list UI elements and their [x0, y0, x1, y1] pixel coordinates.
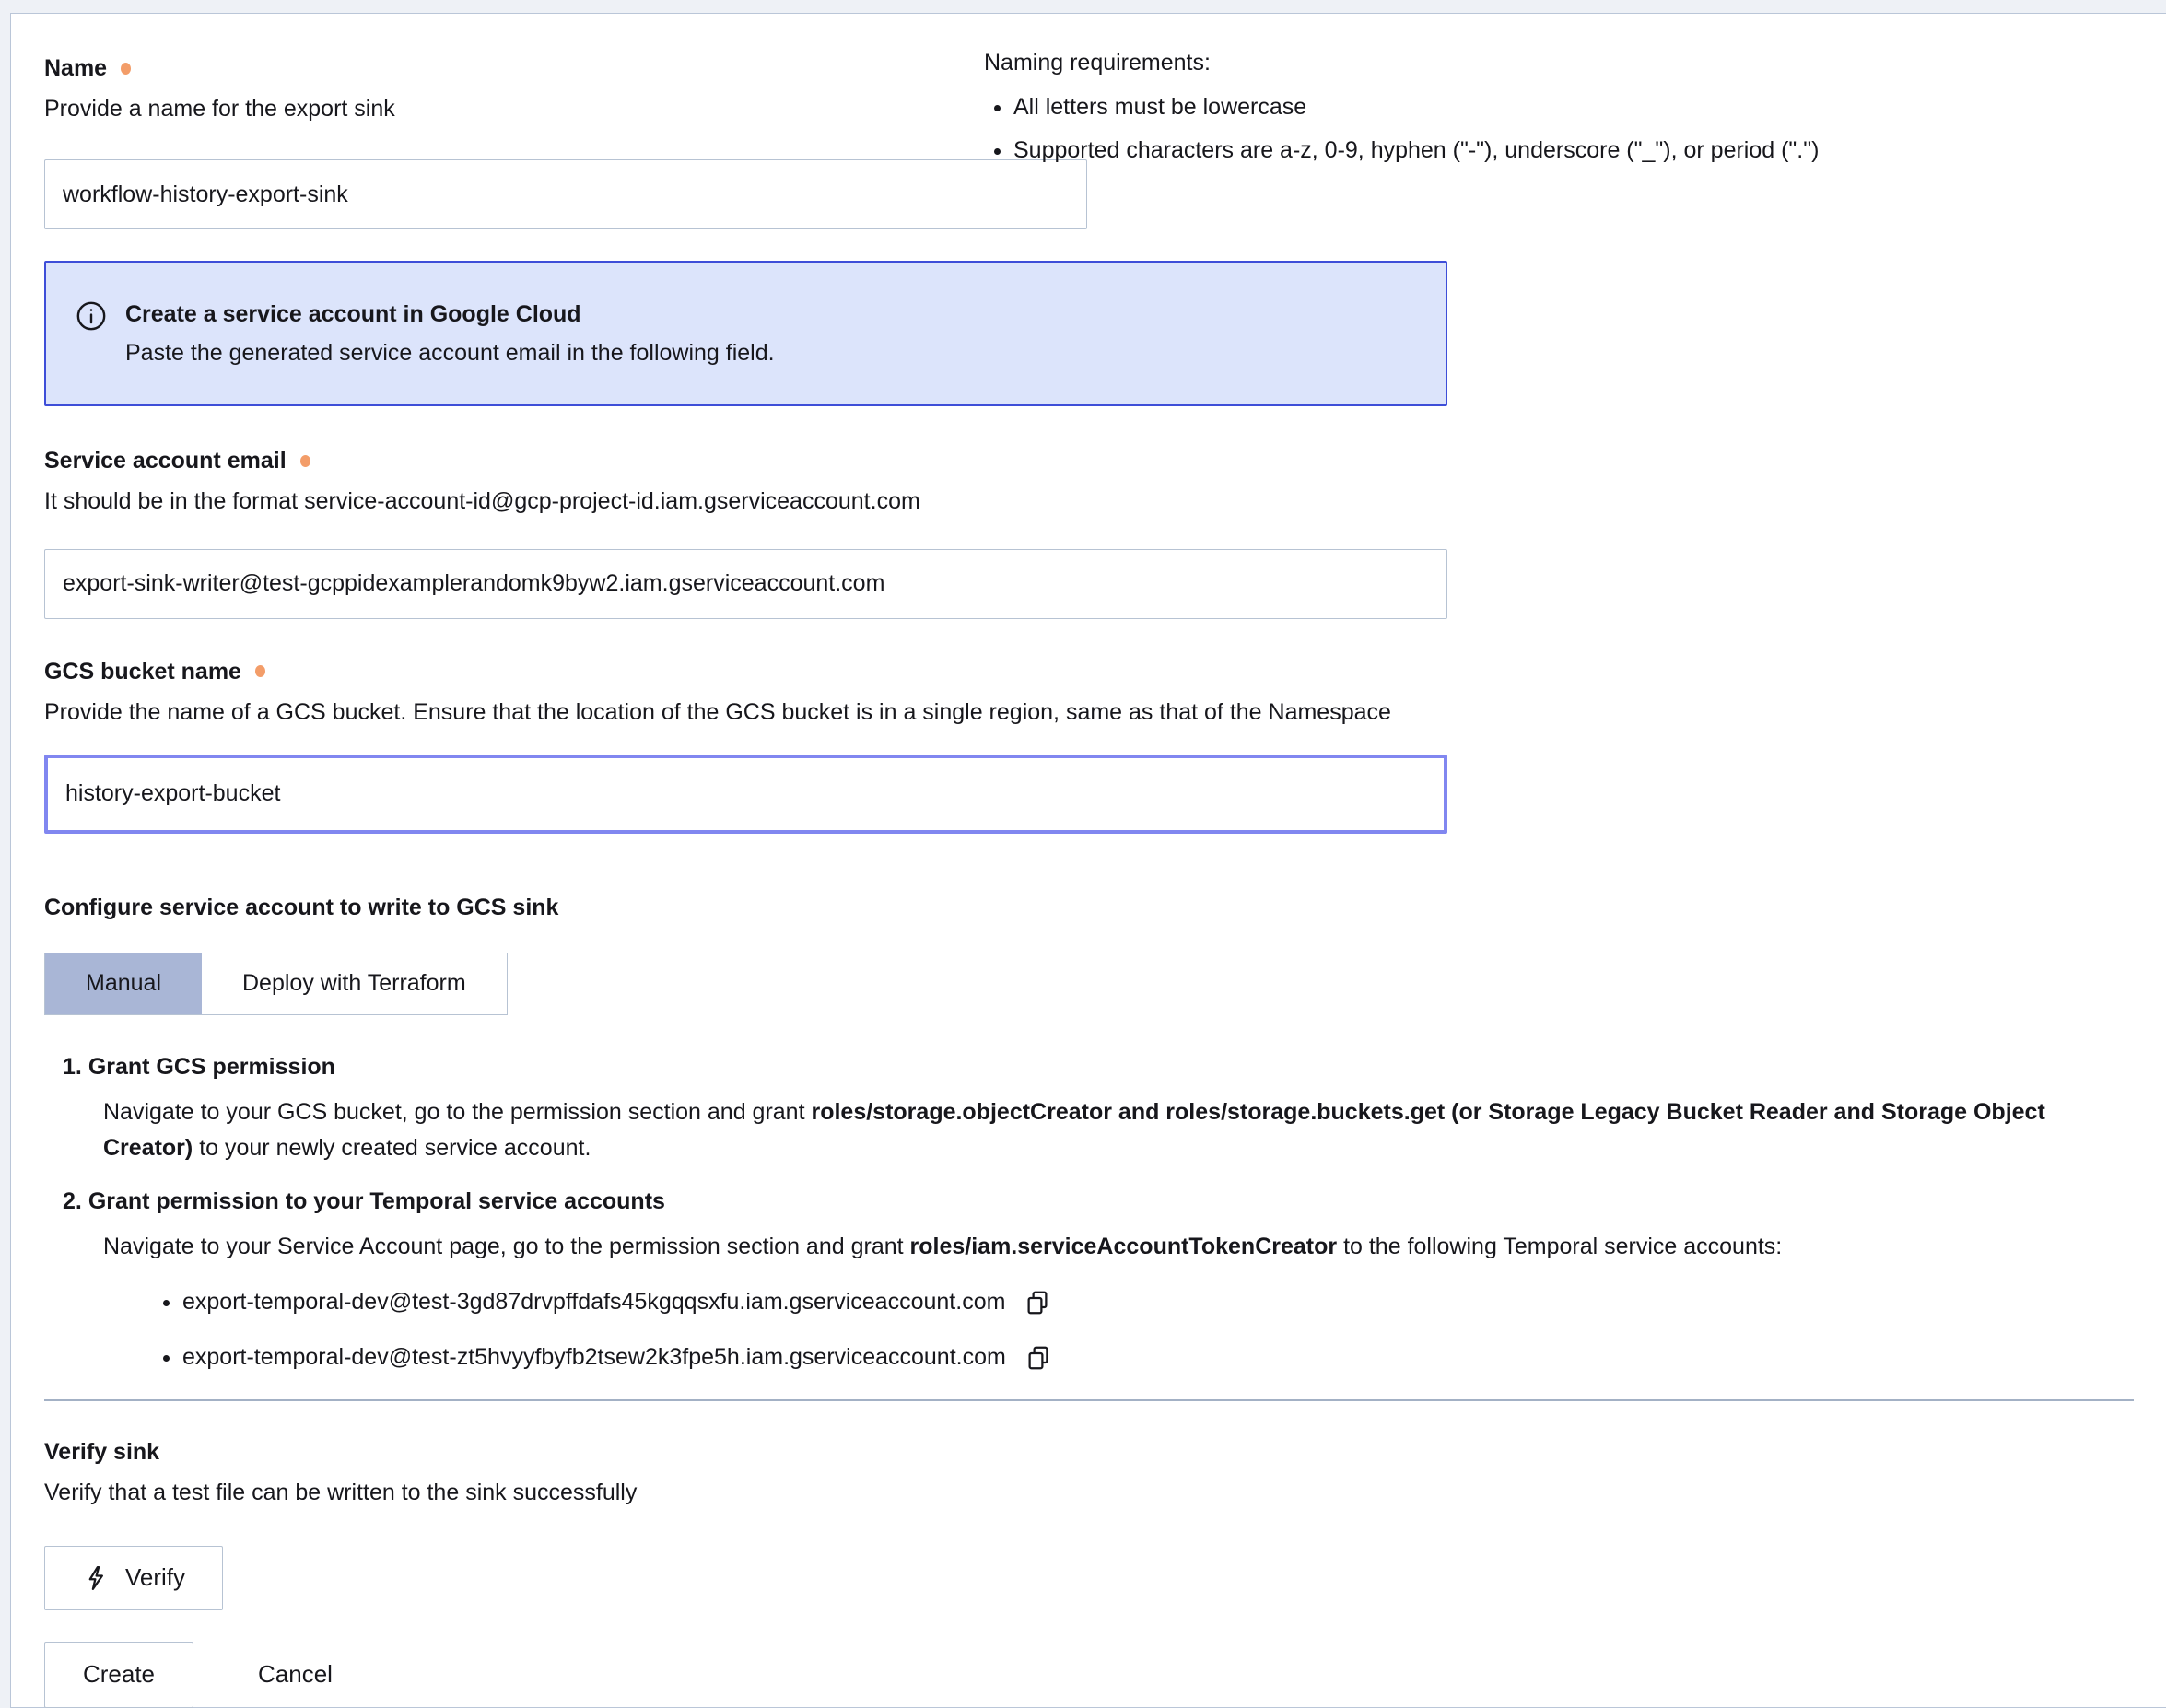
step-body-text: to the following Temporal service accounts:: [1337, 1234, 1783, 1259]
temporal-service-account-list: [63, 1289, 2134, 1372]
form-actions: [44, 1642, 2134, 1708]
naming-requirements-title: Naming requirements:: [984, 50, 1211, 76]
copy-icon: [1024, 1344, 1052, 1372]
step-body-text: Navigate to your GCS bucket, go to the permission section and grant: [103, 1099, 812, 1125]
verify-button-label: Verify: [125, 1563, 186, 1591]
tab-deploy-with-terraform[interactable]: Deploy with Terraform: [202, 953, 507, 1014]
lightning-icon: [82, 1564, 110, 1592]
naming-requirement-item: • Supported characters are a-z, 0-9, hyphen ("-"), underscore ("_"), or period ("."): [1013, 135, 2134, 167]
temporal-service-account-email: • export-temporal-dev@test-3gd87drvpffdafs45kgqqsxfu.iam.gserviceaccount.com: [182, 1289, 1006, 1316]
step-body-text: Navigate to your Service Account page, go to the permission section and grant: [103, 1234, 910, 1259]
step-number: 1.: [63, 1053, 82, 1080]
service-account-email-input[interactable]: [44, 549, 1447, 619]
step-number: 2.: [63, 1187, 82, 1214]
info-banner-title: Create a service account in Google Cloud: [125, 301, 581, 327]
info-banner-text: [125, 299, 775, 368]
step-2-body: [103, 1229, 2116, 1265]
info-banner-body: Paste the generated service account email in the following field.: [125, 339, 775, 366]
step-2-title: [63, 1187, 2134, 1217]
gcs-bucket-name-input[interactable]: [44, 755, 1447, 834]
info-icon: [76, 300, 107, 332]
name-field-head: [44, 47, 984, 156]
copy-button[interactable]: [1024, 1344, 1052, 1372]
service-account-email-description: It should be in the format service-account-id@gcp-project-id.iam.gserviceaccount.com: [44, 488, 920, 514]
verify-sink-title: Verify sink: [44, 1438, 160, 1465]
step-body-bold: roles/iam.serviceAccountTokenCreator: [909, 1234, 1338, 1259]
naming-requirements-list: [984, 92, 2134, 167]
create-button[interactable]: Create: [44, 1642, 193, 1708]
create-export-sink-form: [10, 13, 2166, 1708]
gcs-bucket-name-description: Provide the name of a GCS bucket. Ensure that the location of the GCS bucket is in a single region, same as that of the Namespace: [44, 698, 1391, 725]
name-field-description: Provide a name for the export sink: [44, 96, 395, 122]
service-account-email-label: Service account email: [44, 448, 287, 474]
service-account-field-head: [44, 447, 2134, 518]
required-indicator-icon: [121, 63, 131, 75]
naming-requirements: [984, 47, 2134, 163]
required-indicator-icon: [255, 665, 265, 677]
sink-name-input[interactable]: [44, 159, 1087, 229]
step-title-text: Grant permission to your Temporal service accounts: [88, 1187, 665, 1214]
configure-section-title: Configure service account to write to GCS sink: [44, 894, 559, 920]
list-item: [182, 1289, 2134, 1316]
manual-steps: [44, 1052, 2134, 1372]
step-1-title: [63, 1052, 2134, 1082]
list-item: [182, 1344, 2134, 1372]
service-account-info-banner: [44, 261, 1447, 406]
verify-section-head: [44, 1438, 2134, 1509]
verify-sink-description: Verify that a test file can be written to the sink successfully: [44, 1479, 638, 1505]
step-title-text: Grant GCS permission: [88, 1053, 335, 1080]
step-body-text: to your newly created service account.: [193, 1134, 591, 1161]
verify-button[interactable]: [44, 1546, 223, 1610]
tab-manual[interactable]: Manual: [45, 953, 202, 1014]
step-body-bold: roles/storage.objectCreator and roles/storage.buckets.get (or Storage Legacy Bucket Reader and Storage Object Creator): [103, 1099, 2045, 1161]
cancel-button[interactable]: Cancel: [258, 1660, 333, 1688]
gcs-bucket-name-label: GCS bucket name: [44, 658, 241, 684]
copy-button[interactable]: [1024, 1289, 1051, 1316]
name-and-requirements-row: [44, 47, 2134, 163]
naming-requirement-item: • All letters must be lowercase: [1013, 92, 2134, 123]
configure-method-tabs: [44, 953, 508, 1015]
copy-icon: [1024, 1289, 1051, 1316]
name-field-label: Name: [44, 55, 108, 81]
temporal-service-account-email: • export-temporal-dev@test-zt5hvyyfbyfb2tsew2k3fpe5h.iam.gserviceaccount.com: [182, 1344, 1006, 1371]
section-divider: [44, 1399, 2134, 1401]
required-indicator-icon: [300, 455, 310, 467]
step-1-body: [103, 1094, 2116, 1166]
gcs-bucket-field-head: [44, 658, 2134, 729]
